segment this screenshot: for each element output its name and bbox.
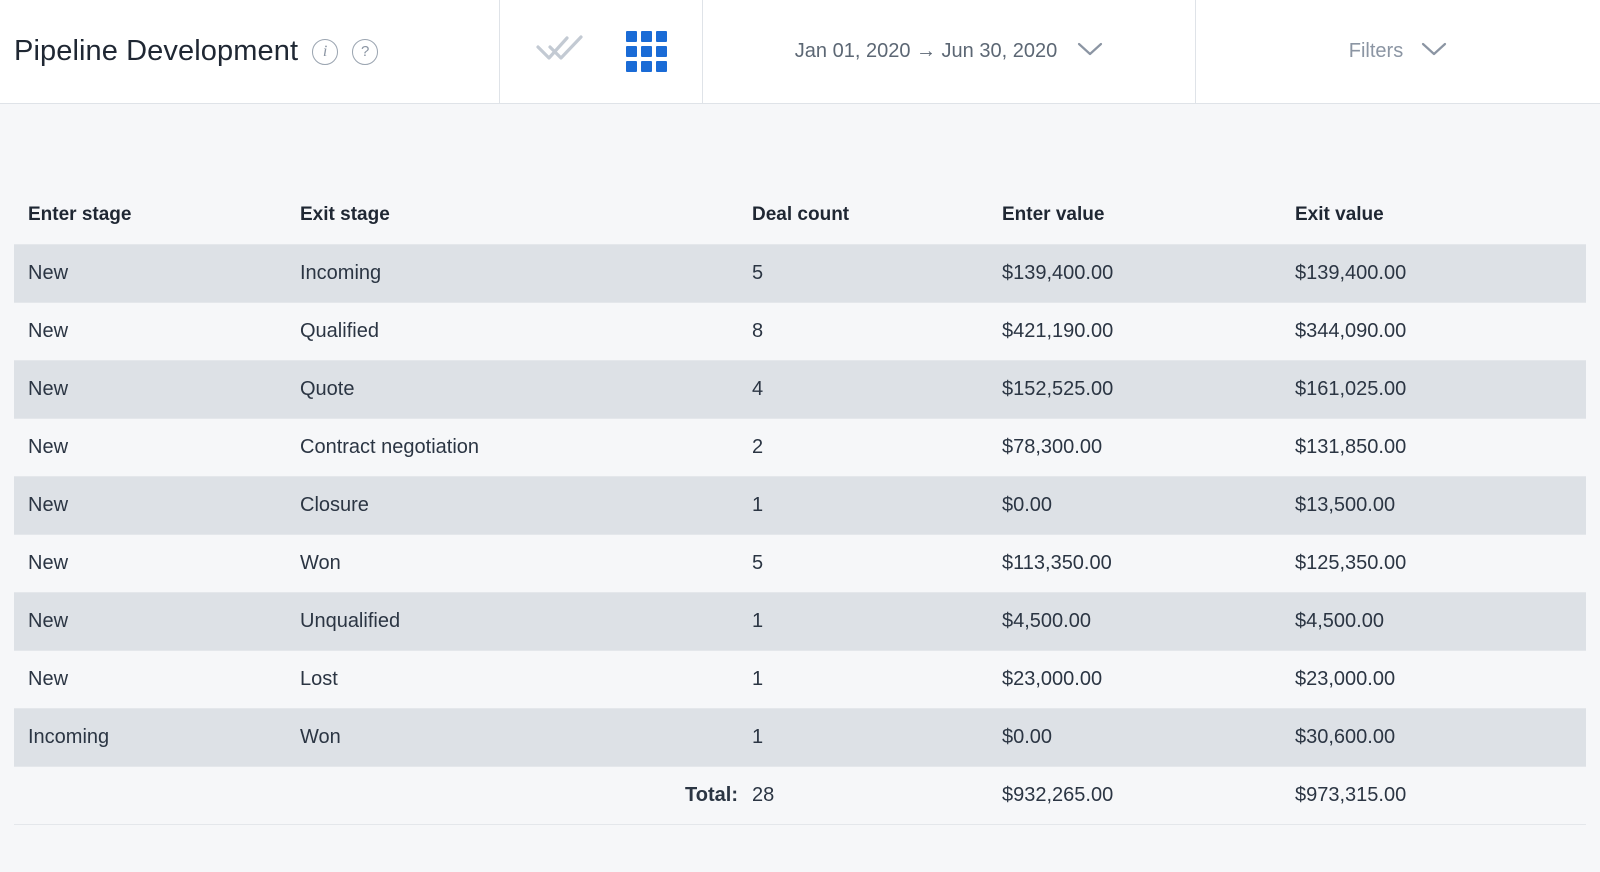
grid-cell	[626, 46, 637, 57]
filters-selector[interactable]	[1196, 0, 1600, 103]
cell-exit-value: $4,500.00	[1281, 593, 1586, 651]
help-icon[interactable]: ?	[352, 39, 378, 65]
table-row[interactable]	[14, 245, 1586, 303]
cell-exit-value: $139,400.00	[1281, 245, 1586, 303]
grid-cell	[626, 31, 637, 42]
cell-exit-value: $344,090.00	[1281, 303, 1586, 361]
grid-cell	[656, 31, 667, 42]
table-row[interactable]	[14, 593, 1586, 651]
cell-deal-count: 1	[738, 477, 988, 535]
cell-enter-value: $113,350.00	[988, 535, 1281, 593]
chevron-down-icon[interactable]	[1421, 42, 1447, 61]
cell-exit-stage: Quote	[286, 361, 738, 419]
cell-exit-stage: Closure	[286, 477, 738, 535]
cell-deal-count: 8	[738, 303, 988, 361]
table-row[interactable]	[14, 361, 1586, 419]
total-label: Total:	[286, 767, 738, 825]
table-header	[14, 190, 1586, 245]
column-header-deal-count[interactable]: Deal count	[738, 190, 988, 245]
cell-enter-value: $152,525.00	[988, 361, 1281, 419]
cell-deal-count: 2	[738, 419, 988, 477]
cell-enter-value: $139,400.00	[988, 245, 1281, 303]
table-header-row	[14, 190, 1586, 245]
cell-enter-value: $78,300.00	[988, 419, 1281, 477]
cell-enter-stage: New	[14, 419, 286, 477]
cell-exit-value: $23,000.00	[1281, 651, 1586, 709]
filters-label: Filters	[1348, 40, 1404, 62]
grid-cell	[641, 31, 652, 42]
cell-exit-value: $13,500.00	[1281, 477, 1586, 535]
stage-transition-table	[14, 190, 1586, 825]
cell-enter-value: $4,500.00	[988, 593, 1281, 651]
grid-view-icon[interactable]	[626, 31, 667, 72]
cell-enter-value: $0.00	[988, 709, 1281, 767]
cell-exit-stage: Qualified	[286, 303, 738, 361]
grid-cell	[626, 61, 637, 72]
page-title: Pipeline Development	[14, 35, 299, 67]
report-content	[0, 104, 1600, 872]
cell-enter-value: $0.00	[988, 477, 1281, 535]
cell-exit-stage: Won	[286, 709, 738, 767]
grid-cell	[641, 61, 652, 72]
cell-enter-stage: New	[14, 477, 286, 535]
total-deal-count: 28	[738, 767, 988, 825]
cell-exit-value: $131,850.00	[1281, 419, 1586, 477]
grid-cell	[641, 46, 652, 57]
view-switcher	[500, 0, 703, 103]
cell-enter-stage: New	[14, 245, 286, 303]
cell-exit-stage: Contract negotiation	[286, 419, 738, 477]
cell-exit-stage: Lost	[286, 651, 738, 709]
cell-exit-value: $161,025.00	[1281, 361, 1586, 419]
table-row[interactable]	[14, 303, 1586, 361]
cell-deal-count: 1	[738, 709, 988, 767]
cell-deal-count: 1	[738, 651, 988, 709]
top-toolbar	[0, 0, 1600, 104]
table-row[interactable]	[14, 535, 1586, 593]
grid-cell	[656, 46, 667, 57]
column-header-exit-stage[interactable]: Exit stage	[286, 190, 738, 245]
cell-deal-count: 1	[738, 593, 988, 651]
cell-exit-value: $125,350.00	[1281, 535, 1586, 593]
cell-deal-count: 4	[738, 361, 988, 419]
column-header-enter-stage[interactable]: Enter stage	[14, 190, 286, 245]
table-body	[14, 245, 1586, 825]
cell-exit-stage: Won	[286, 535, 738, 593]
cell-enter-stage: New	[14, 535, 286, 593]
column-header-enter-value[interactable]: Enter value	[988, 190, 1281, 245]
table-row[interactable]	[14, 419, 1586, 477]
chevron-down-icon[interactable]	[1077, 42, 1103, 61]
cell-enter-value: $23,000.00	[988, 651, 1281, 709]
cell-deal-count: 5	[738, 535, 988, 593]
double-check-icon[interactable]	[536, 34, 584, 69]
info-icon[interactable]: i	[312, 39, 338, 65]
cell-exit-stage: Unqualified	[286, 593, 738, 651]
total-spacer	[14, 767, 286, 825]
cell-enter-stage: New	[14, 361, 286, 419]
total-enter-value: $932,265.00	[988, 767, 1281, 825]
cell-exit-stage: Incoming	[286, 245, 738, 303]
column-header-exit-value[interactable]: Exit value	[1281, 190, 1586, 245]
cell-exit-value: $30,600.00	[1281, 709, 1586, 767]
date-range-selector[interactable]	[703, 0, 1196, 103]
report-title-cell	[0, 0, 500, 103]
cell-enter-stage: Incoming	[14, 709, 286, 767]
cell-enter-stage: New	[14, 303, 286, 361]
total-exit-value: $973,315.00	[1281, 767, 1586, 825]
cell-enter-value: $421,190.00	[988, 303, 1281, 361]
table-row[interactable]	[14, 477, 1586, 535]
cell-deal-count: 5	[738, 245, 988, 303]
grid-cell	[656, 61, 667, 72]
cell-enter-stage: New	[14, 651, 286, 709]
cell-enter-stage: New	[14, 593, 286, 651]
table-row[interactable]	[14, 651, 1586, 709]
table-row[interactable]	[14, 709, 1586, 767]
table-total-row	[14, 767, 1586, 825]
date-range-label: Jan 01, 2020 → Jun 30, 2020	[794, 40, 1058, 62]
